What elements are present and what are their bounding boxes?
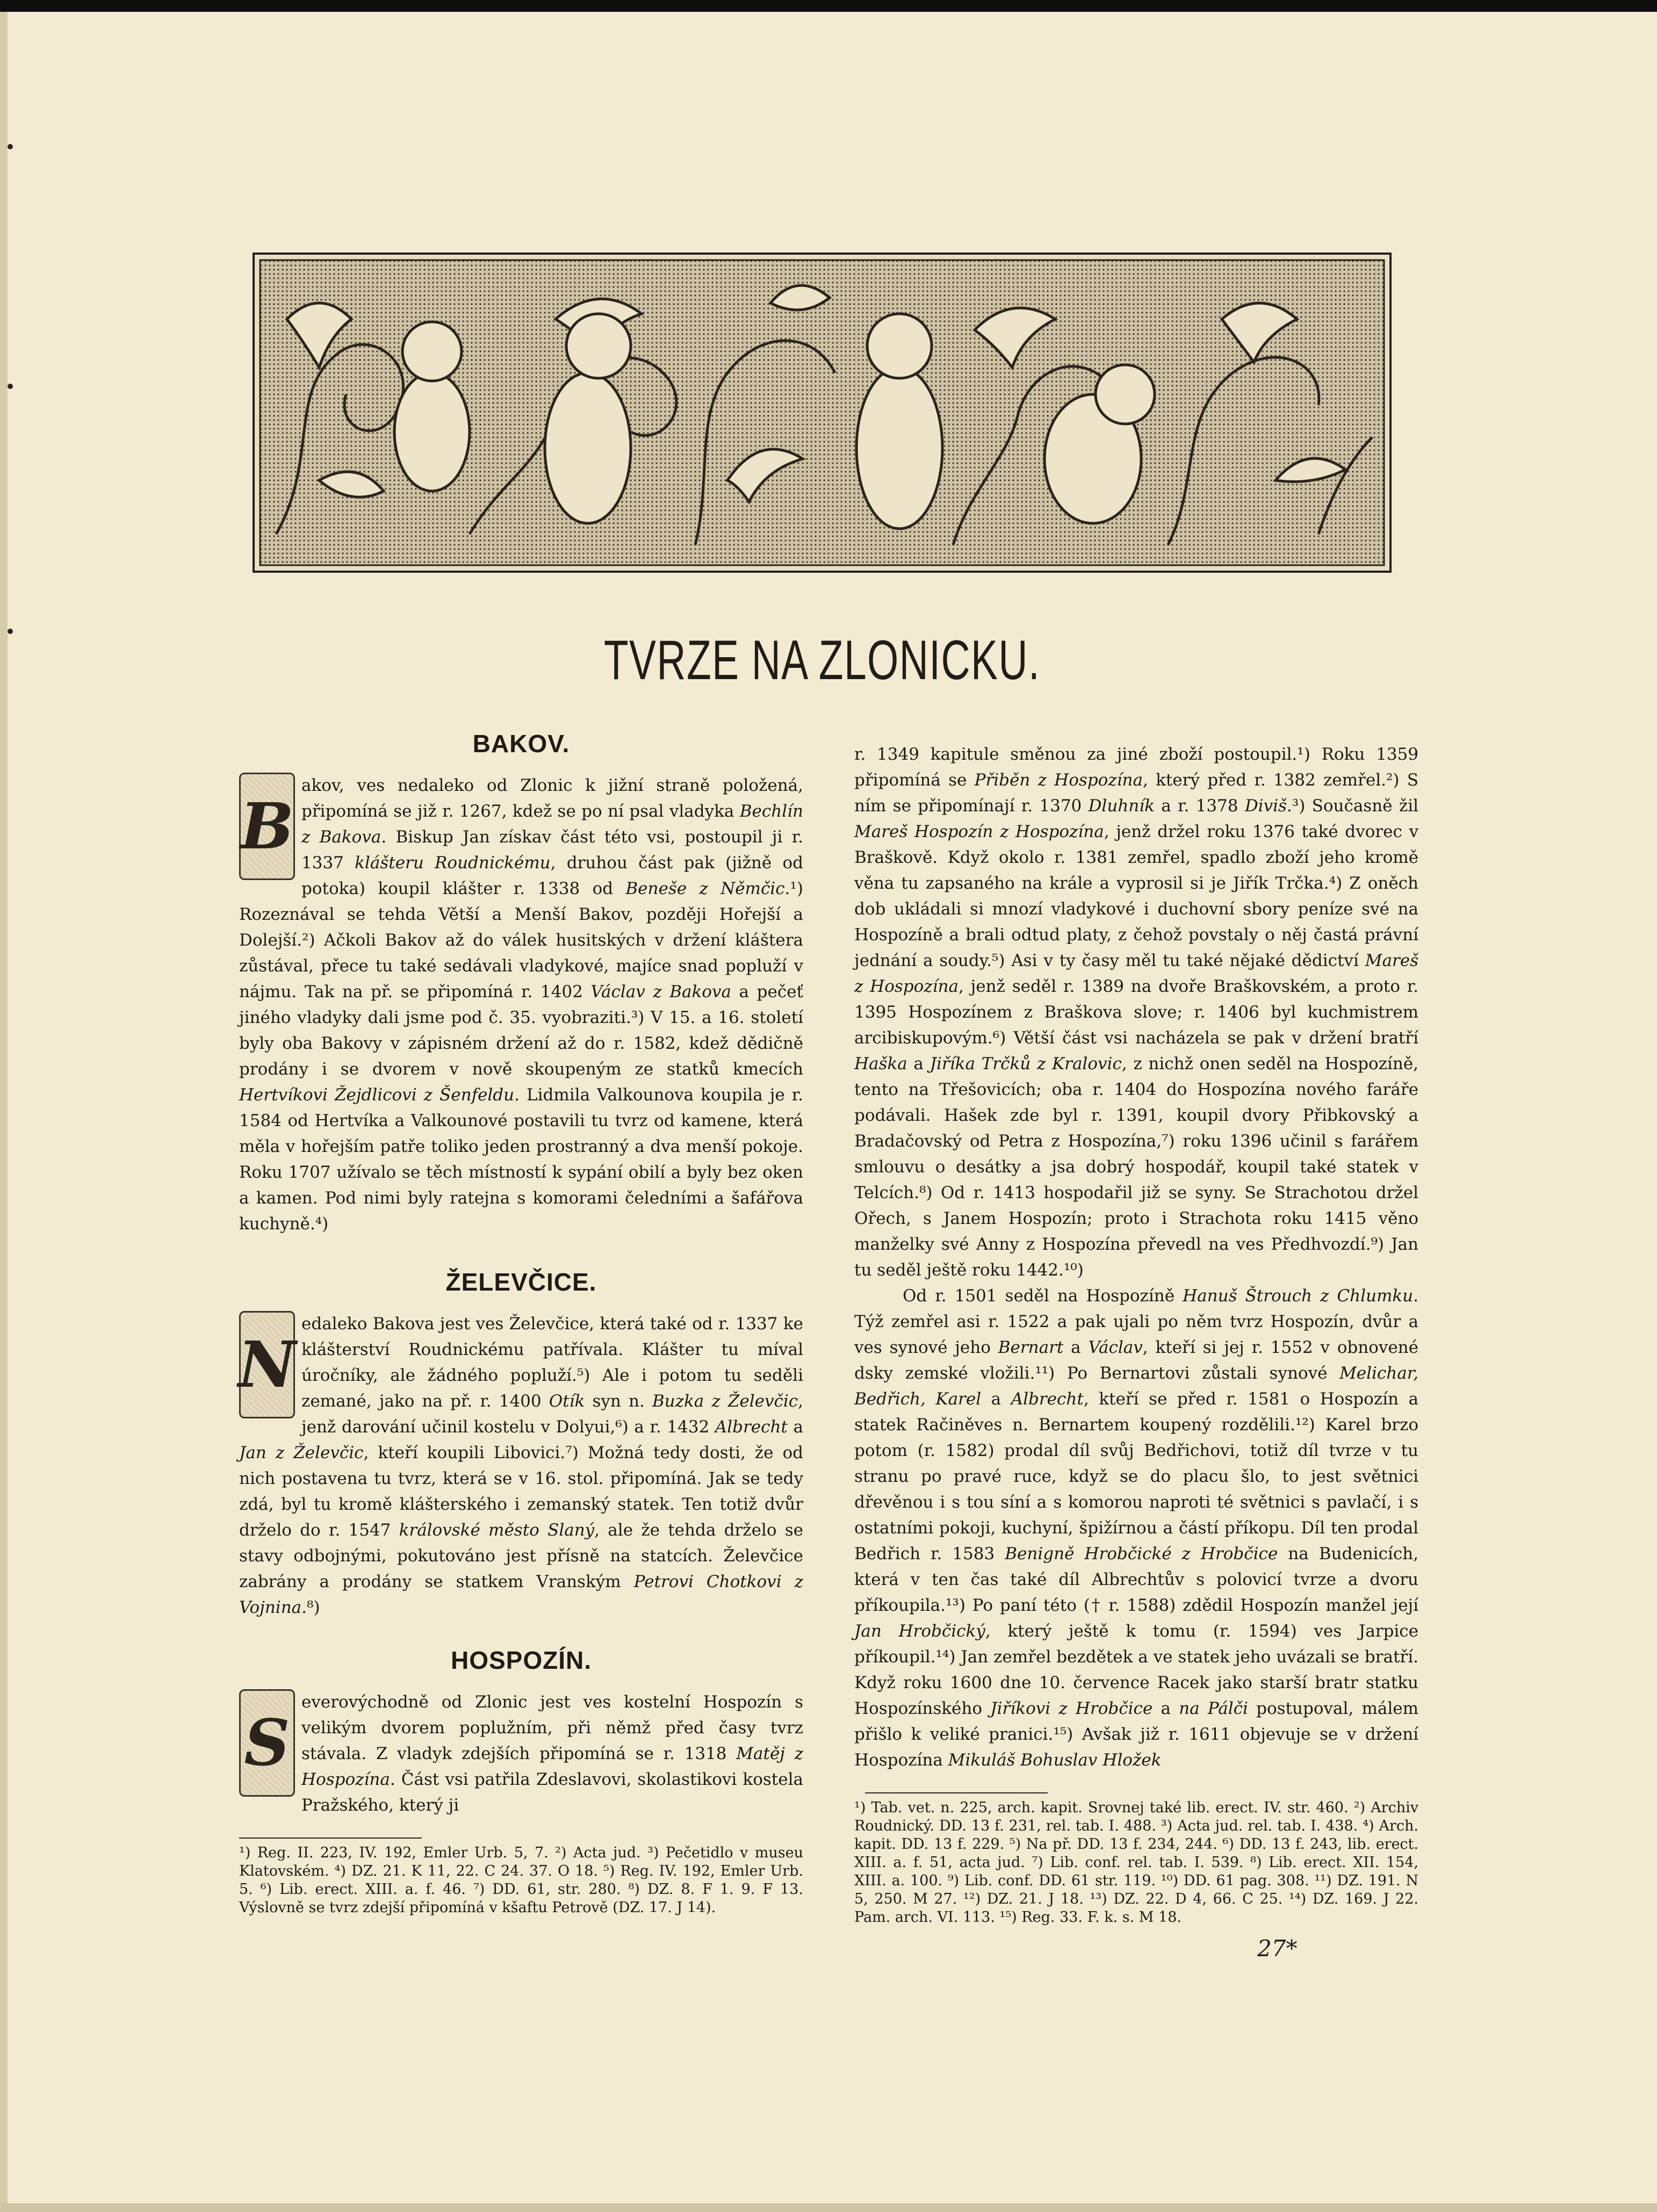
paragraph-zelevcice: N edaleko Bakova jest ves Želevčice, která také od r. 1337 ke klášterství Roudnickému patřívala. Klášter tu míval úročníky, ale žádného popluží.⁵) Ale i potom tu seděli zemané, jako na př. r. 1400 Otík syn n. Buzka z Želevčic, jenž darování učinil kostelu v Dolyui,⁶) a r. 1432 Albrecht a Jan z Želevčic, kteří koupili Libovici.⁷) Možná tedy dosti, že od nich postavena tu tvrz, která se v 16. stol. připomíná. Jak se tedy zdá, byl tu kromě klášterského i zemanský statek. Ten totiž dvůr drželo do r. 1547 královské město Slaný, ale že tehda drželo se stavy odbojnými, pokutováno jest přísně na statcích. Želevčice zabrány a prodány se statkem Vranským Petrovi Chotkovi z Vojnina.⁸) (239, 1311, 803, 1620)
section-heading-hospozin: HOSPOZÍN. (450, 1646, 592, 1674)
drop-cap-n: N (239, 1311, 295, 1418)
right-column (854, 741, 1418, 1927)
left-column (239, 731, 803, 1917)
footnote-divider-right (865, 1792, 1048, 1793)
paragraph-hospozin-continued: r. 1349 kapitule směnou za jiné zboží postoupil.¹) Roku 1359 připomíná se Přiběn z Hospozína, který před r. 1382 zemřel.²) S ním se připomínají r. 1370 Dluhník a r. 1378 Diviš.³) Současně žil Mareš Hospozín z Hospozína, jenž držel roku 1376 také dvorec v Braškově. Když okolo r. 1381 zemřel, spadlo zboží jeho kromě věna tu zapsaného na krále a vyprosil si je Jiřík Trčka.⁴) Z oněch dob ukládali si mnozí vladykové i duchovní sbory peníze své na Hospozíně a brali odtud platy, z čehož povstaly o něj častá právní jednání a soudy.⁵) Asi v ty časy měl tu také nějaké dědictví Mareš z Hospozína, jenž seděl r. 1389 na dvoře Braškovském, a proto r. 1395 Hospozínem z Braškova slove; r. 1406 byl kuchmistrem arcibiskupovým.⁶) Větší část vsi nacházela se pak v držení bratří Haška a Jiříka Trčků z Kralovic, z nichž onen seděl na Hospozíně, tento na Třešovicích; oba r. 1404 do Hospozína nového faráře podávali. Hašek zde byl r. 1391, koupil dvory Přibkovský a Bradačovský od Petra z Hospozína,⁷) roku 1396 učinil s farářem smlouvu o desátky a jsa dobrý hospodář, koupil také statek v Telcích.⁸) Od r. 1413 hospodařil již se syny. Se Strachotou držel Ořech, s Janem Hospozín; proto i Strachota roku 1415 věno manželky své Anny z Hospozína převedl na ves Předhvozdí.⁹) Jan tu seděl ještě roku 1442.¹⁰) (854, 745, 1419, 1280)
footnotes-left: ¹) Reg. II. 223, IV. 192, Emler Urb. 5, 7. ²) Acta jud. ³) Pečetidlo v museu Klatovském. ⁴) DZ. 21. K 11, 22. C 24. 37. O 18. ⁵) Reg. IV. 192, Emler Urb. 5. ⁶) Lib. erect. XIII. a. f. 46. ⁷) DD. 61, str. 280. ⁸) DZ. 8. F 1. 9. F 13. Výslovně se tvrz zdejší připomíná v kšaftu Petrově (DZ. 17. J 14). (239, 1844, 803, 1916)
paragraph-bakov: B akov, ves nedaleko od Zlonic k jižní straně položená, připomíná se již r. 1267, kdež se po ní psal vladyka Bechlín z Bakova. Biskup Jan získav část této vsi, postoupil ji r. 1337 klášteru Roudnickému, druhou část pak (jižně od potoka) koupil klášter r. 1338 od Beneše z Němčic.¹) Rozeznával se tehda Větší a Menší Bakov, později Hořejší a Dolejší.²) Ačkoli Bakov až do válek husitských v držení kláštera zůstával, přece tu také sedávali vladykové, majíce snad popluží v nájmu. Tak na př. se připomíná r. 1402 Václav z Bakova a pečeť jiného vladyky dali jsme pod č. 35. vyobraziti.³) V 15. a 16. století byly oba Bakovy v zápisném držení až do r. 1582, kdež dědičně prodány i se dvorem v nově skoupeným ze statků kmecích Hertvíkovi Žejdlicovi z Šenfeldu. Lidmila Valkounova koupila je r. 1584 od Hertvíka a Valkounové postavili tu tvrz od kamene, která měla v hořejším patře toliko jeden prostranný a dva menší pokoje. Roku 1707 užívalo se těch místností k sypání obilí a byly bez oken a kamen. Pod nimi byly ratejna s komorami čeledními a šafářova kuchyně.⁴) (239, 773, 803, 1237)
scan-top-border (0, 0, 1657, 12)
section-heading-bakov: BAKOV. (472, 730, 570, 758)
scan-bottom-border (0, 2203, 1657, 2212)
footnotes-right: ¹) Tab. vet. n. 225, arch. kapit. Srovnej také lib. erect. IV. str. 460. ²) Archiv Roudnický. DD. 13 f. 231, rel. tab. I. 488. ³) Acta jud. rel. tab. I. 438. ⁴) Arch. kapit. DD. 13 f. 229. ⁵) Na př. DD. 13 f. 234, 244. ⁶) DD. 13 f. 243, lib. erect. XIII. a. f. 51, acta jud. ⁷) Lib. conf. rel. tab. I. 539. ⁸) Lib. erect. XII. 154, XIII. a. 100. ⁹) Lib. conf. DD. 61 str. 119. ¹⁰) DD. 61 pag. 308. ¹¹) DZ. 191. N 5, 250. M 27. ¹²) DZ. 21. J 18. ¹³) DZ. 22. D 4, 66. C 25. ¹⁴) DZ. 169. J 22. Pam. arch. VI. 113. ¹⁵) Reg. 33. F. k. s. M 18. (854, 1799, 1418, 1926)
paragraph-hospozin-owners: Od r. 1501 seděl na Hospozíně Hanuš Štrouch z Chlumku. Týž zemřel asi r. 1522 a pak ujali po něm tvrz Hospozín, dvůr a ves synové jeho Bernart a Václav, kteří si jej r. 1552 v obnovené dsky zemské vložili.¹¹) Po Bernartovi zůstali synové Melichar, Bedřich, Karel a Albrecht, kteří se před r. 1581 o Hospozín a statek Račiněves n. Bernartem koupený rozdělili.¹²) Karel brzo potom (r. 1582) prodal díl svůj Bedřichovi, totiž díl tvrze v tu stranu po pravé ruce, když se do placu šlo, to jest světnici dřevěnou i s tou síní a s komorou naproti té světnici s pavlačí, i s ostatními pokoji, kuchyní, špižírnou a částí příkopu. Díl ten prodal Bedřich r. 1583 Benigně Hrobčické z Hrobčice na Budenicích, která v ten čas také díl Albrechtův s polovicí tvrze a dvoru příkoupila.¹³) Po paní této († r. 1588) zdědil Hospozín manžel její Jan Hrobčický, který ještě k tomu (r. 1594) ves Jarpice příkoupil.¹⁴) Jan zemřel bezdětek a ve statek jeho uvázali se bratří. Když roku 1600 dne 10. července Racek jako starší bratr statku Hospozínského Jiříkovi z Hrobčice a na Pálči postupoval, málem přišlo k veliké pranici.¹⁵) Avšak již r. 1611 objevuje se v držení Hospozína Mikuláš Bohuslav Hložek (854, 1286, 1418, 1770)
ornamental-banner (253, 253, 1392, 573)
binding-hole-2 (8, 384, 13, 389)
ornamental-putti-vine-engraving-icon (255, 255, 1389, 571)
drop-cap-s: S (239, 1689, 295, 1797)
paragraph-hospozin: S everovýchodně od Zlonic jest ves kostelní Hospozín s velikým dvorem poplužním, při němž před časy tvrz stávala. Z vladyk zdejších připomíná se r. 1318 Matěj z Hospozína. Část vsi patřila Zdeslavovi, skolastikovi kostela Pražského, který ji (239, 1689, 803, 1818)
drop-cap-b: B (239, 773, 295, 880)
section-heading-zelevcice: ŽELEVČICE. (445, 1268, 597, 1296)
page-title: TVRZE NA ZLONICKU. (603, 629, 1041, 691)
binding-hole-3 (8, 629, 13, 634)
binding-hole-1 (8, 144, 13, 149)
scan-left-edge (0, 12, 8, 2203)
page-number: 27* (1257, 1935, 1298, 1962)
footnote-divider (239, 1838, 422, 1839)
